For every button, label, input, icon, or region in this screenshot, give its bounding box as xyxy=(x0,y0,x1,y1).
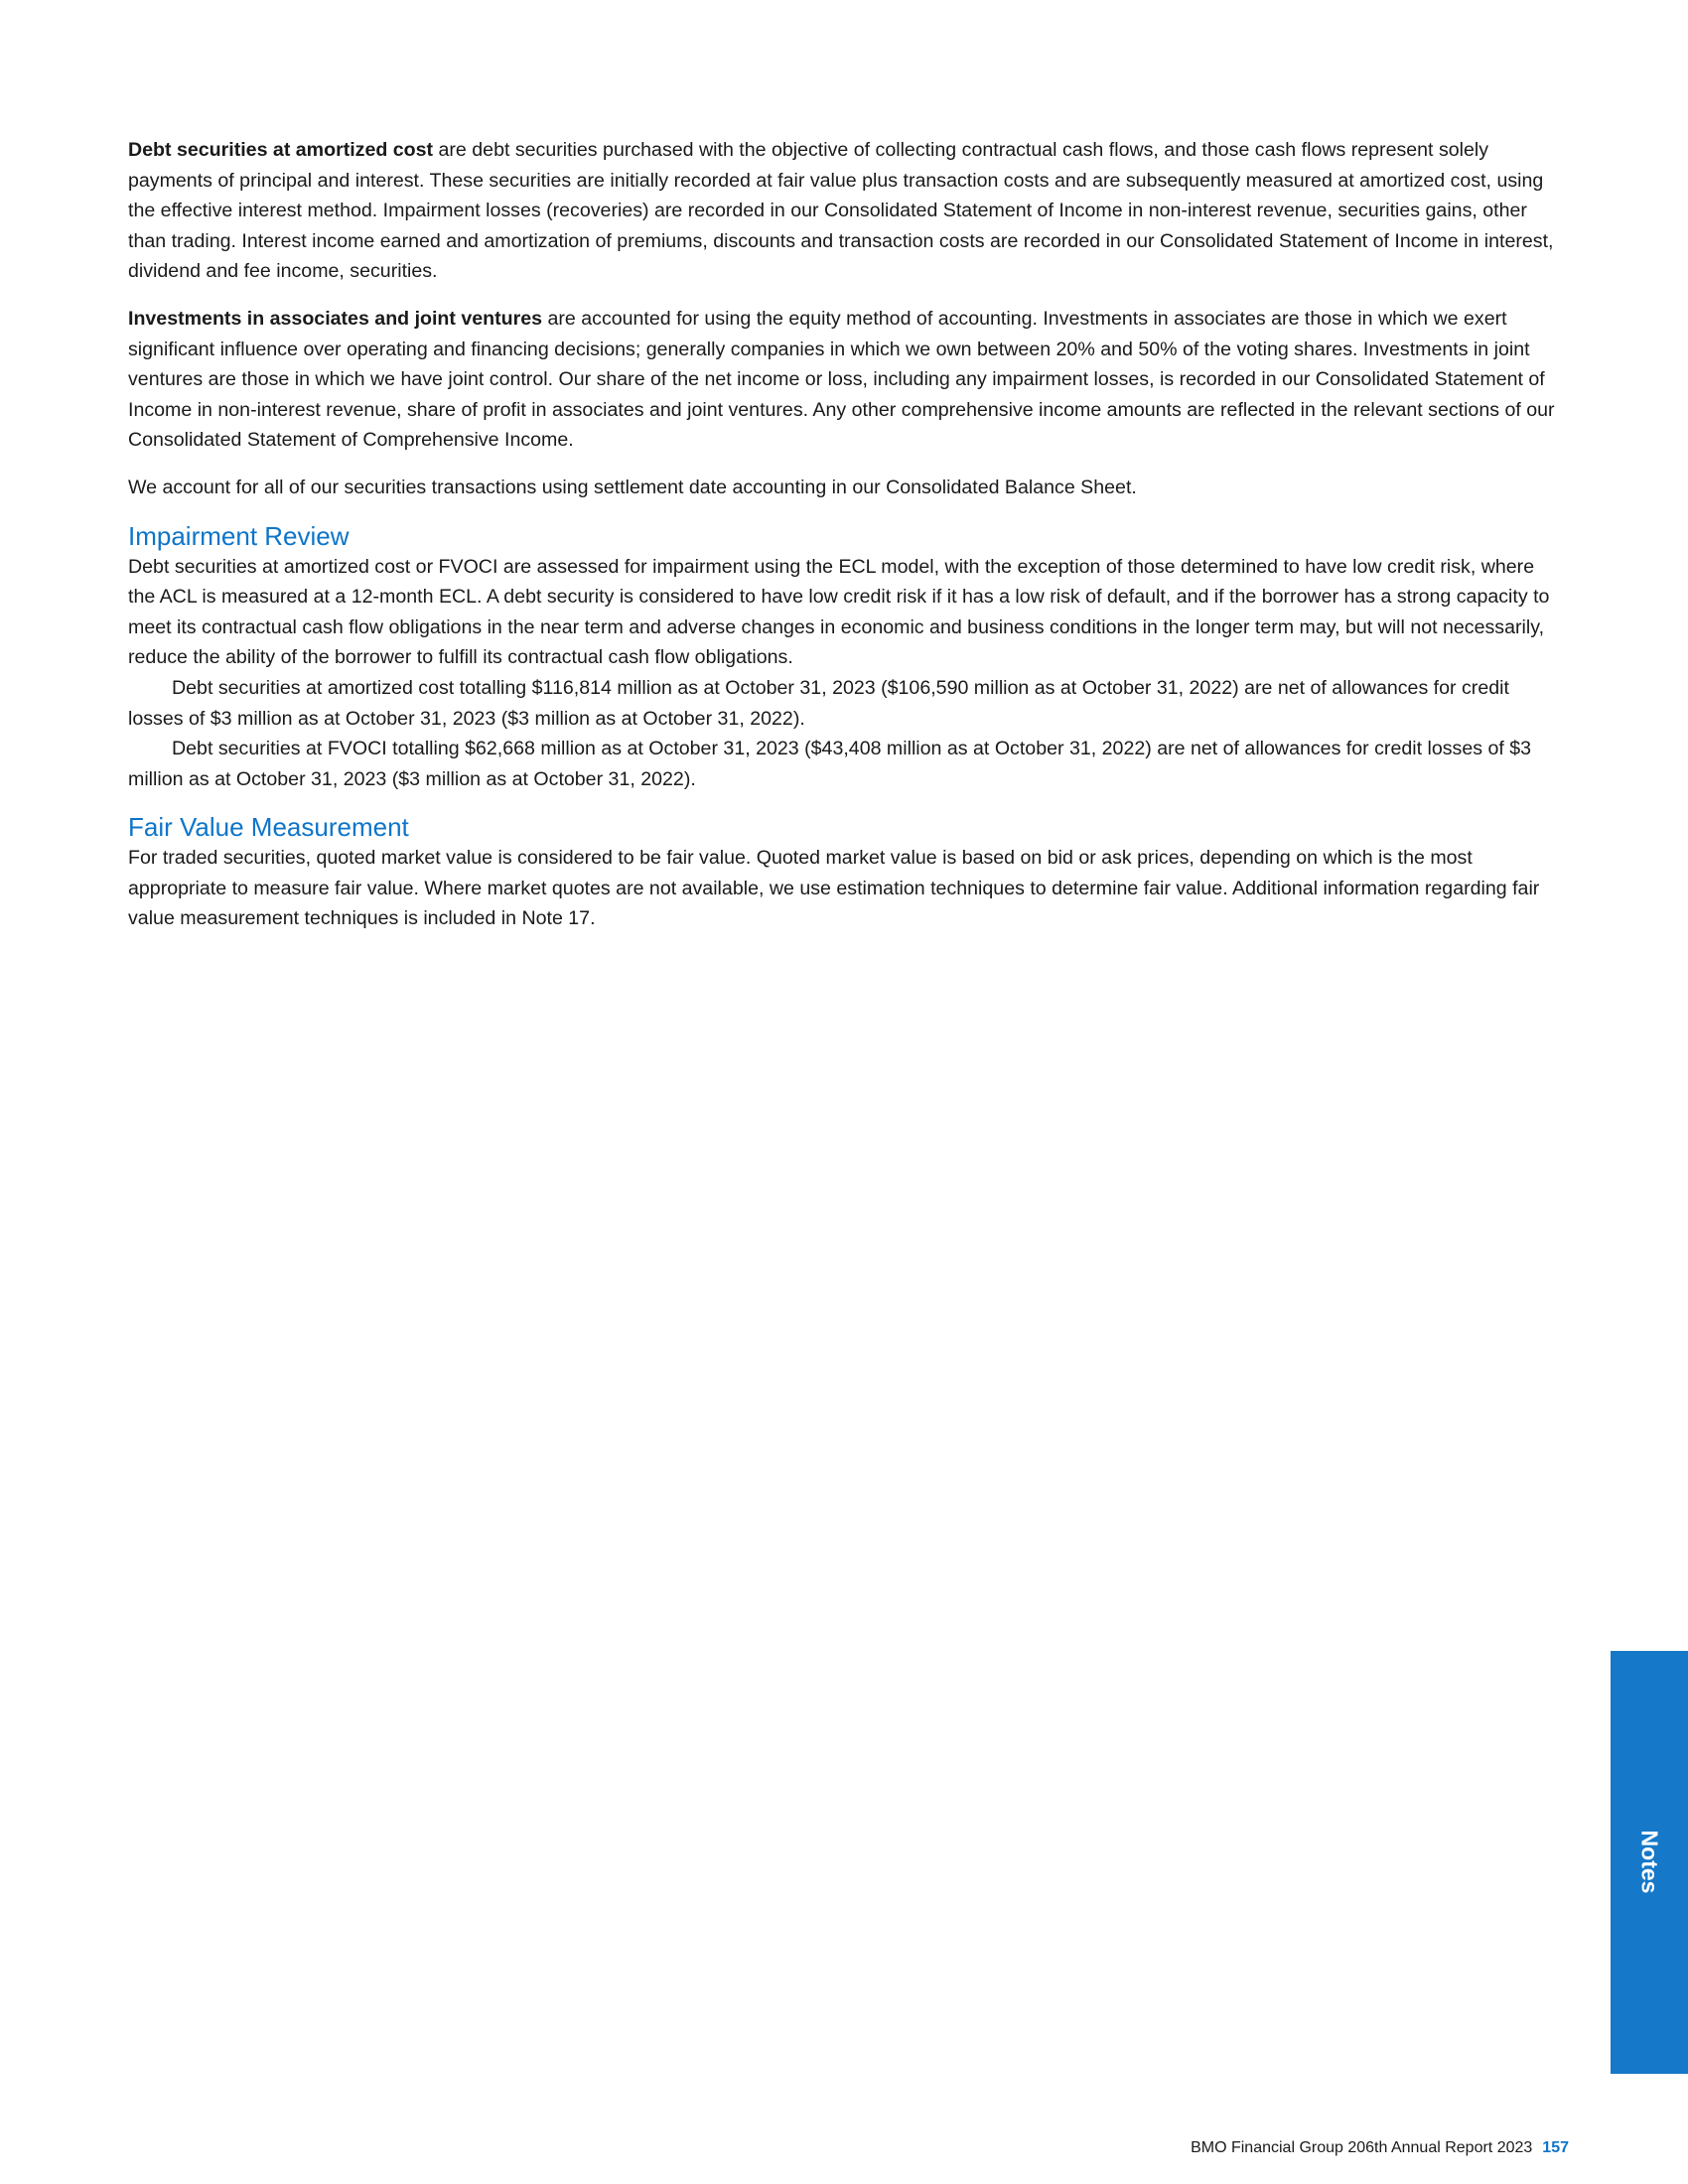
section-heading-impairment: Impairment Review xyxy=(128,520,350,551)
paragraph-text: are accounted for using the equity method of accounting. Investments in associates are those in which we exert significant influence over operating and financing decisions; generally companies in which we own between 20% and 50% of the voting shares. Investments in joint ventures are those in which we have joint control. Our share of the net income or loss, including any impairment losses, is recorded in our Consolidated Statement of Income in non-interest revenue, share of profit in associates and joint ventures. Any other comprehensive income amounts are reflected in the relevant sections of our Consolidated Statement of Comprehensive Income. xyxy=(128,307,1555,452)
paragraph-associates xyxy=(128,304,1563,456)
page-number: 157 xyxy=(1542,2139,1569,2156)
fair-value-paragraph: For traded securities, quoted market value is considered to be fair value. Quoted market value is based on bid or ask prices, depending on which is the most appropriate to measure fair value. Where market quotes are not available, we use estimation techniques to determine fair value. Additional information regarding fair value measurement techniques is included in Note 17. xyxy=(128,847,1540,930)
notes-side-tab-label-wrap xyxy=(1626,1832,1672,1891)
section-heading-fair-value: Fair Value Measurement xyxy=(128,812,409,843)
footer-report-title: BMO Financial Group 206th Annual Report 2023 xyxy=(1191,2139,1533,2156)
paragraph-text: are debt securities purchased with the objective of collecting contractual cash flows, and those cash flows represent solely payments of principal and interest. These securities are initially recorded at fair value plus transaction costs and are subsequently measured at amortized cost, using the effective interest method. Impairment losses (recoveries) are recorded in our Consolidated Statement of Income in non-interest revenue, securities gains, other than trading. Interest income earned and amortization of premiums, discounts and transaction costs are recorded in our Consolidated Statement of Income in interest, dividend and fee income, securities. xyxy=(128,139,1554,283)
paragraph-lead-term: Debt securities at amortized cost xyxy=(128,139,434,161)
paragraph-amortized-cost xyxy=(128,135,1563,287)
notes-side-tab-label: Notes xyxy=(1636,1830,1663,1893)
impairment-paragraph-2: Debt securities at amortized cost totalling $116,814 million as at October 31, 2023 ($106,590 million as at October 31, 2022) are net of allowances for credit losses of $3 million as at October 31, 2023 ($3 million as at October 31, 2022). xyxy=(128,676,1509,730)
paragraph-settlement: We account for all of our securities transactions using settlement date accounting in our Consolidated Balance Sheet. xyxy=(128,476,1137,498)
impairment-paragraph-3: Debt securities at FVOCI totalling $62,668 million as at October 31, 2023 ($43,408 million as at October 31, 2022) are net of allowances for credit losses of $3 million as at October 31, 2023 ($3 million as at October 31, 2022). xyxy=(128,738,1532,790)
page-content xyxy=(128,135,1563,951)
page-footer xyxy=(1191,2139,1569,2157)
paragraph-lead-term: Investments in associates and joint ventures xyxy=(128,307,543,330)
impairment-paragraph-1: Debt securities at amortized cost or FVOCI are assessed for impairment using the ECL model, with the exception of those determined to have low credit risk, where the ACL is measured at a 12-month ECL. A debt security is considered to have low credit risk if it has a low risk of default, and if the borrower has a strong capacity to meet its contractual cash flow obligations in the near term and adverse changes in economic and business conditions in the longer term may, but will not necessarily, reduce the ability of the borrower to fulfill its contractual cash flow obligations. xyxy=(128,555,1550,669)
